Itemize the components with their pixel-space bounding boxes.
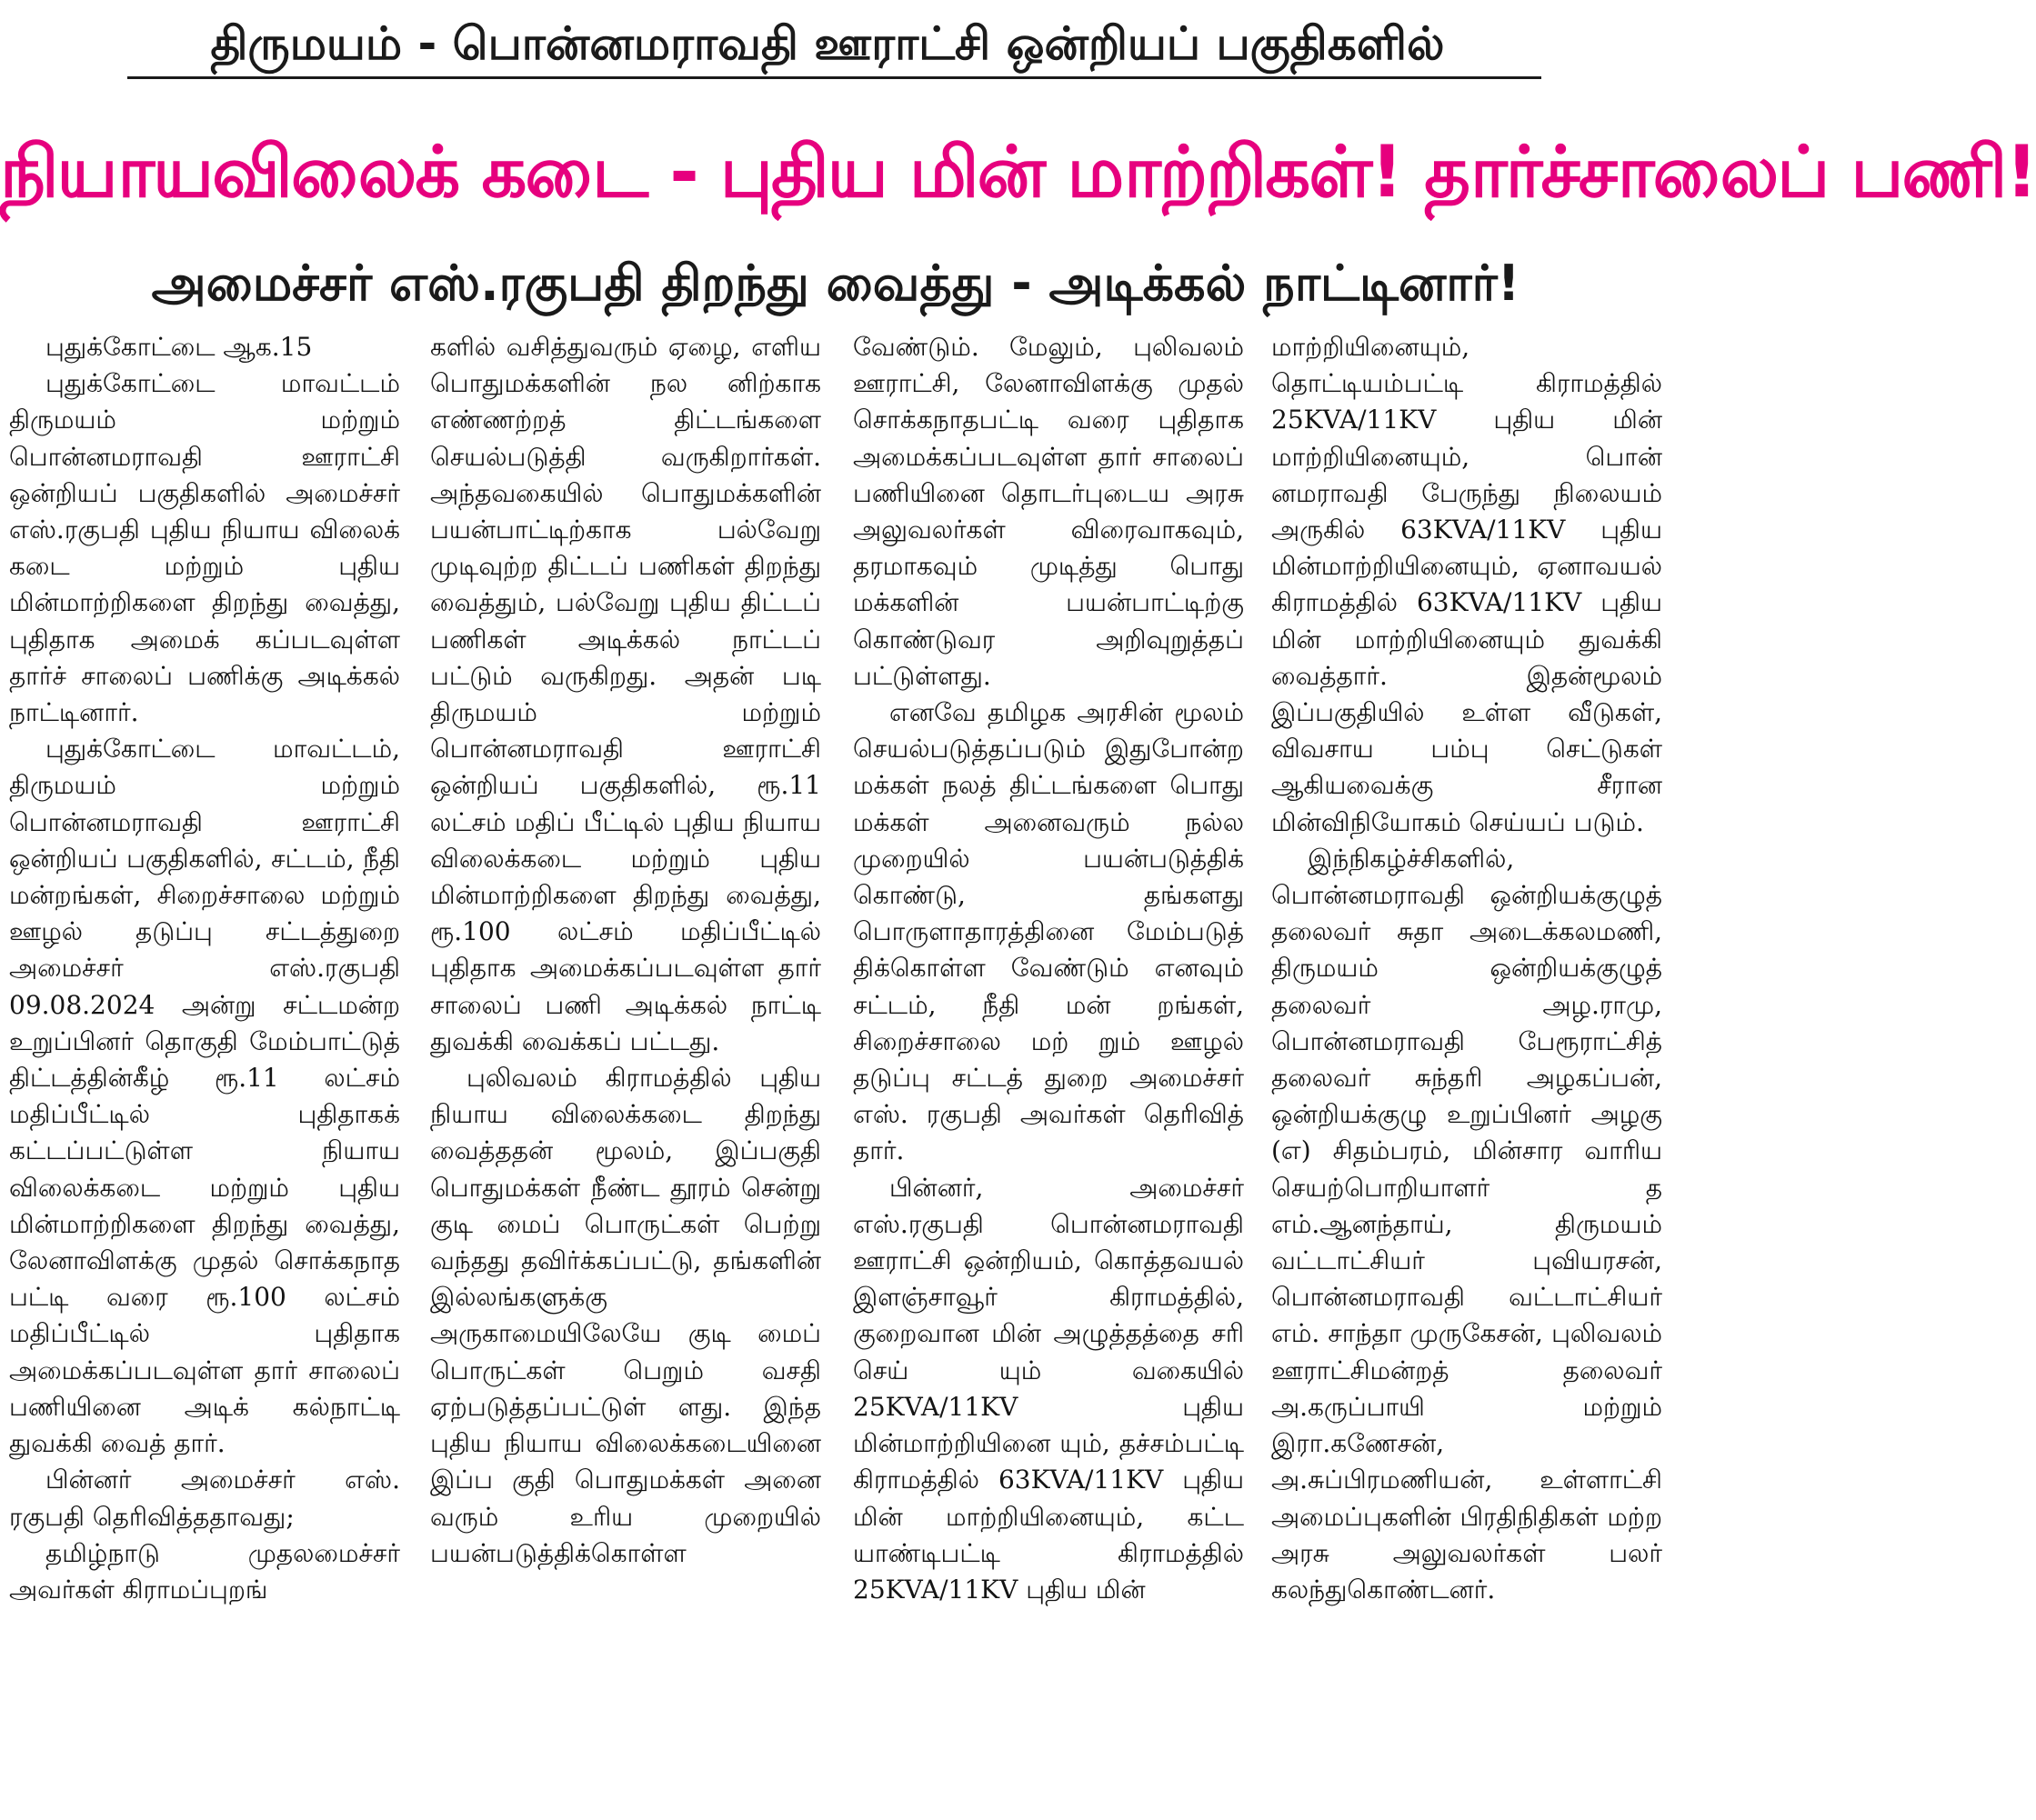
paragraph: களில் வசித்துவரும் ஏழை, எளிய பொதுமக்களின் நல னிற்காக எண்ணற்றத் திட்டங்களை செயல்படுத்தி வருகிறார்கள். அந்தவகையில் பொதுமக்களின் பயன்பாட்டிற்காக பல்வேறு முடிவுற்ற திட்டப் பணிகள் திறந்து வைத்தும், பல்வேறு புதிய திட்டப் பணிகள் அடிக்கல் நாட்டப் பட்டும் வருகிறது. அதன் படி திருமயம் மற்றும் பொன்னமராவதி ஊராட்சி ஒன்றியப் பகுதிகளில், ரூ.11 லட்சம் மதிப் பீட்டில் புதிய நியாய விலைக்கடை மற்றும் புதிய மின்மாற்றிகளை திறந்து வைத்து, ரூ.100 லட்சம் மதிப்பீட்டில் புதிதாக அமைக்கப்படவுள்ள தார் சாலைப் பணி அடிக்கல் நாட்டி துவக்கி வைக்கப் பட்டது. — [430, 332, 821, 1056]
dateline: புதுக்கோட்டை ஆக.15 — [45, 332, 313, 362]
paragraph: இந்நிகழ்ச்சிகளில், பொன்னமராவதி ஒன்றியக்குழுத் தலைவர் சுதா அடைக்கலமணி, திருமயம் ஒன்றியக்குழுத் தலைவர் அழ.ராமு, பொன்னமராவதி பேரூராட்சித் தலைவர் சுந்தரி அழகப்பன், ஒன்றியக்குழு உறுப்பினர் அழகு (எ) சிதம்பரம், மின்சார வாரிய செயற்பொறியாளர் த எம்.ஆனந்தாய், திருமயம் வட்டாட்சியர் புவியரசன், பொன்னமராவதி வட்டாட்சியர் எம். சாந்தா முருகேசன், புலிவலம் ஊராட்சிமன்றத் தலைவர் அ.கருப்பாயி மற்றும் இரா.கணேசன், அ.சுப்பிரமணியன், உள்ளாட்சி அமைப்புகளின் பிரதிநிதிகள் மற்ற அரசு அலுவலர்கள் பலர் கலந்துகொண்டனர். — [1271, 843, 1662, 1605]
article-column-3 — [853, 329, 1244, 1820]
article-column-1 — [9, 329, 400, 1820]
paragraph: பின்னர் அமைச்சர் எஸ். ரகுபதி தெரிவித்ததாவது; — [9, 1465, 400, 1532]
paragraph: வேண்டும். மேலும், புலிவலம் ஊராட்சி, லேனாவிளக்கு முதல் சொக்கநாதபட்டி வரை புதிதாக அமைக்கப்படவுள்ள தார் சாலைப் பணியினை தொடர்புடைய அரசு அலுவலர்கள் விரைவாகவும், தரமாகவும் முடித்து பொது மக்களின் பயன்பாட்டிற்கு கொண்டுவர அறிவுறுத்தப் பட்டுள்ளது. — [853, 332, 1244, 691]
paragraph: எனவே தமிழக அரசின் மூலம் செயல்படுத்தப்படும் இதுபோன்ற மக்கள் நலத் திட்டங்களை பொது மக்கள் அனைவரும் நல்ல முறையில் பயன்படுத்திக் கொண்டு, தங்களது பொருளாதாரத்தினை மேம்படுத் திக்கொள்ள வேண்டும் எனவும் சட்டம், நீதி மன் றங்கள், சிறைச்சாலை மற் றும் ஊழல் தடுப்பு சட்டத் துறை அமைச்சர் எஸ். ரகுபதி அவர்கள் தெரிவித் தார். — [853, 697, 1244, 1166]
paragraph: பின்னர், அமைச்சர் எஸ்.ரகுபதி பொன்னமராவதி ஊராட்சி ஒன்றியம், கொத்தவயல் இளஞ்சாவூர் கிராமத்தில், குறைவான மின் அழுத்தத்தை சரி செய் யும் வகையில் 25KVA/11KV புதிய மின்மாற்றியினை யும், தச்சம்பட்டி கிராமத்தில் 63KVA/11KV புதிய மின் மாற்றியினையும், கட்ட யாண்டிபட்டி கிராமத்தில் 25KVA/11KV புதிய மின் — [853, 1172, 1244, 1605]
article-column-4 — [1271, 329, 1662, 1820]
kicker-underline — [127, 76, 1541, 79]
paragraph: தமிழ்நாடு முதலமைச்சர் அவர்கள் கிராமப்புறங் — [9, 1537, 400, 1605]
article-body — [9, 329, 1662, 1820]
paragraph: புதுக்கோட்டை மாவட்டம், திருமயம் மற்றும் பொன்னமராவதி ஊராட்சி ஒன்றியப் பகுதிகளில், சட்டம், நீதி மன்றங்கள், சிறைச்சாலை மற்றும் ஊழல் தடுப்பு சட்டத்துறை அமைச்சர் எஸ்.ரகுபதி 09.08.2024 அன்று சட்டமன்ற உறுப்பினர் தொகுதி மேம்பாட்டுத் திட்டத்தின்கீழ் ரூ.11 லட்சம் மதிப்பீட்டில் புதிதாகக் கட்டப்பட்டுள்ள நியாய விலைக்கடை மற்றும் புதிய மின்மாற்றிகளை திறந்து வைத்து, லேனாவிளக்கு முதல் சொக்கநாத பட்டி வரை ரூ.100 லட்சம் மதிப்பீட்டில் புதிதாக அமைக்கப்படவுள்ள தார் சாலைப் பணியினை அடிக் கல்நாட்டி துவக்கி வைத் தார். — [9, 734, 400, 1459]
kicker-line: திருமயம் - பொன்னமராவதி ஊராட்சி ஒன்றியப் பகுதிகளில் — [210, 17, 1445, 70]
paragraph: மாற்றியினையும், தொட்டியம்பட்டி கிராமத்தில் 25KVA/11KV புதிய மின் மாற்றியினையும், பொன் னமராவதி பேருந்து நிலையம் அருகில் 63KVA/11KV புதிய மின்மாற்றியினையும், ஏனாவயல் கிராமத்தில் 63KVA/11KV புதிய மின் மாற்றியினையும் துவக்கி வைத்தார். இதன்மூலம் இப்பகுதியில் உள்ள வீடுகள், விவசாய பம்பு செட்டுகள் ஆகியவைக்கு சீரான மின்விநியோகம் செய்யப் படும். — [1271, 332, 1662, 837]
article-column-2 — [430, 329, 821, 1820]
subheadline: அமைச்சர் எஸ்.ரகுபதி திறந்து வைத்து - அடிக்கல் நாட்டினார்! — [151, 255, 1520, 312]
paragraph: புலிவலம் கிராமத்தில் புதிய நியாய விலைக்கடை திறந்து வைத்ததன் மூலம், இப்பகுதி பொதுமக்கள் நீண்ட தூரம் சென்று குடி மைப் பொருட்கள் பெற்று வந்தது தவிர்க்கப்பட்டு, தங்களின் இல்லங்களுக்கு அருகாமையிலேயே குடி மைப் பொருட்கள் பெறும் வசதி ஏற்படுத்தப்பட்டுள் ளது. இந்த புதிய நியாய விலைக்கடையினை இப்ப குதி பொதுமக்கள் அனை வரும் உரிய முறையில் பயன்படுத்திக்கொள்ள — [430, 1063, 821, 1568]
paragraph: புதுக்கோட்டை மாவட்டம் திருமயம் மற்றும் பொன்னமராவதி ஊராட்சி ஒன்றியப் பகுதிகளில் அமைச்சர் எஸ்.ரகுபதி புதிய நியாய விலைக் கடை மற்றும் புதிய மின்மாற்றிகளை திறந்து வைத்து, புதிதாக அமைக் கப்படவுள்ள தார்ச் சாலைப் பணிக்கு அடிக்கல் நாட்டினார். — [9, 368, 400, 728]
headline: நியாயவிலைக் கடை - புதிய மின் மாற்றிகள்! தார்ச்சாலைப் பணி! — [0, 132, 2036, 214]
